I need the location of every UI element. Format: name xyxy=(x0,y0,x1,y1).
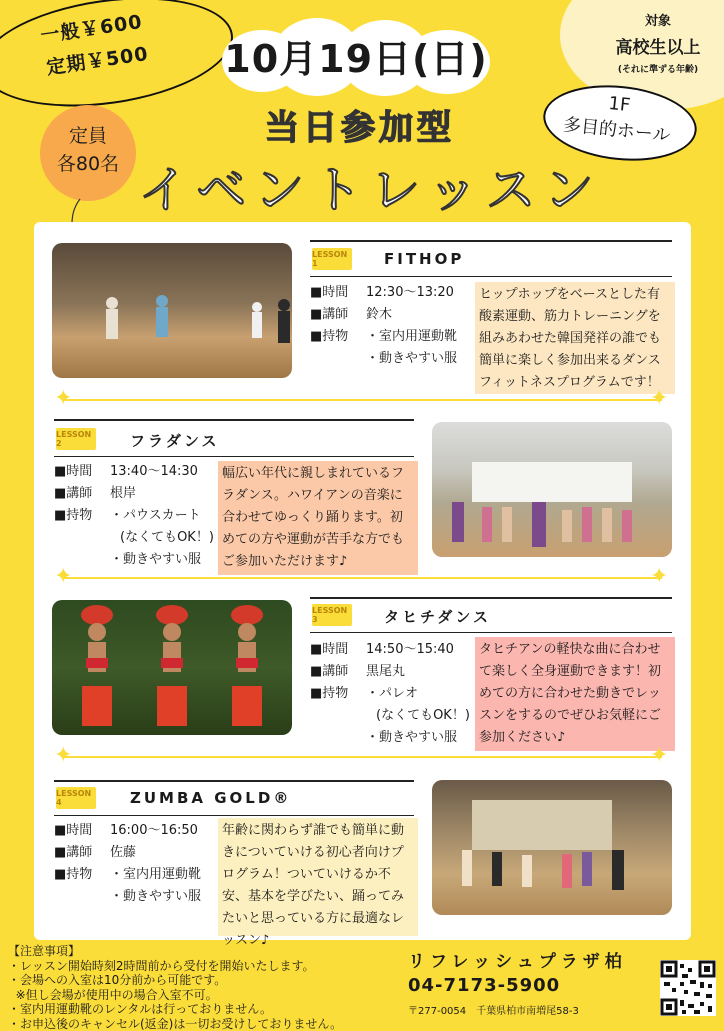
lesson1-rule xyxy=(310,240,672,242)
lesson4-item: ・動きやすい服 xyxy=(110,886,201,908)
lesson2-description: 幅広い年代に親しまれているフラダンス。ハワイアンの音楽に合わせてゆっくり踊ります。初めての方や運動が苦手な方でもご参加いただけます♪ xyxy=(218,461,418,575)
lesson3-item: (なくてもOK！) xyxy=(366,705,470,727)
lesson3-description: タヒチアンの軽快な曲に合わせて楽しく全身運動できます！初めての方に合わせた動きでレッスンをするのでぜひお気軽にご参加ください♪ xyxy=(475,637,675,751)
lesson2-item: ・パウスカート xyxy=(110,505,201,527)
lesson2-item: (なくてもOK！) xyxy=(110,527,214,549)
lesson2-badge: LESSON 2 xyxy=(56,428,96,450)
lesson4-name: ZUMBA GOLD® xyxy=(130,789,291,807)
target-label: 対象 xyxy=(578,10,724,29)
lesson4-info xyxy=(54,820,219,908)
subtitle: 当日参加型 xyxy=(250,100,470,149)
separator xyxy=(62,399,662,401)
lesson1-name: FITHOP xyxy=(384,250,464,268)
lesson4-photo xyxy=(432,780,672,915)
lesson2-item: ・動きやすい服 xyxy=(110,549,201,571)
time-key: ■時間 xyxy=(310,282,366,304)
event-date: 10月19日(日) xyxy=(222,28,490,83)
floor-label: 1F xyxy=(543,84,695,126)
capacity-label: 定員 xyxy=(40,122,136,150)
items-key: ■持物 xyxy=(310,326,366,348)
lesson2-name: フラダンス xyxy=(130,430,220,451)
lesson1-teacher: 鈴木 xyxy=(366,304,392,326)
lesson3-time: 14:50～15:40 xyxy=(366,639,454,661)
separator xyxy=(62,577,662,579)
lesson3-name: タヒチダンス xyxy=(384,606,491,627)
address: 〒277-0054 千葉県柏市南増尾58-3 xyxy=(408,1002,579,1017)
teacher-key: ■講師 xyxy=(54,483,110,505)
items-key: ■持物 xyxy=(54,864,110,886)
sparkle-icon: ✦ xyxy=(650,566,668,588)
lesson4-description: 年齢に関わらず誰でも簡単に動きについていける初心者向けプログラム！ついていけるか不安、基本を学びたい、踊ってみたいと思っている方に最適なレッスン♪ xyxy=(218,818,418,936)
lesson2-rule xyxy=(54,419,414,421)
lesson1-info xyxy=(310,282,470,370)
capacity-value: 各80名 xyxy=(40,150,136,178)
lesson4-rule2 xyxy=(54,815,414,816)
lesson2-rule2 xyxy=(54,456,414,457)
sparkle-icon: ✦ xyxy=(54,566,72,588)
sparkle-icon: ✦ xyxy=(54,745,72,767)
lesson1-time: 12:30～13:20 xyxy=(366,282,454,304)
notice-line: ・室内用運動靴のレンタルは行っておりません。 xyxy=(8,1002,398,1017)
lesson1-item: ・室内用運動靴 xyxy=(366,326,457,348)
notice-line: ・レッスン開始時刻2時間前から受付を開始いたします。 xyxy=(8,959,398,974)
time-key: ■時間 xyxy=(54,461,110,483)
items-key: ■持物 xyxy=(54,505,110,527)
teacher-key: ■講師 xyxy=(54,842,110,864)
items-key: ■持物 xyxy=(310,683,366,705)
lesson1-description: ヒップホップをベースとした有酸素運動、筋力トレーニングを組みあわせた韓国発祥の誰でも簡単に楽しく参加出来るダンスフィットネスプログラムです！ xyxy=(475,282,675,394)
lesson4-rule xyxy=(54,780,414,782)
lesson3-badge: LESSON 3 xyxy=(312,604,352,626)
notice-block xyxy=(8,944,398,1031)
lesson1-item: ・動きやすい服 xyxy=(366,348,457,370)
lesson2-photo xyxy=(432,422,672,557)
main-title: イベントレッスン xyxy=(110,150,630,222)
time-key: ■時間 xyxy=(310,639,366,661)
lesson3-item: ・動きやすい服 xyxy=(366,727,457,749)
sparkle-icon: ✦ xyxy=(54,388,72,410)
teacher-key: ■講師 xyxy=(310,661,366,683)
lesson3-photo xyxy=(52,600,292,735)
target-note: (それに準ずる年齢) xyxy=(578,62,724,75)
notice-line: ※但し会場が使用中の場合入室不可。 xyxy=(8,988,398,1003)
lesson3-teacher: 黒尾丸 xyxy=(366,661,405,683)
separator xyxy=(62,756,662,758)
lesson4-teacher: 佐藤 xyxy=(110,842,136,864)
lesson4-time: 16:00～16:50 xyxy=(110,820,198,842)
lesson4-badge: LESSON 4 xyxy=(56,787,96,809)
notice-line: ・会場への入室は10分前から可能です。 xyxy=(8,973,398,988)
notice-heading: 【注意事項】 xyxy=(8,944,398,959)
qr-code-icon[interactable] xyxy=(660,960,716,1016)
lesson1-badge: LESSON 1 xyxy=(312,248,352,270)
lesson3-rule2 xyxy=(310,632,672,633)
target-value: 高校生以上 xyxy=(578,33,724,58)
lesson4-item: ・室内用運動靴 xyxy=(110,864,201,886)
lesson2-time: 13:40～14:30 xyxy=(110,461,198,483)
target-block xyxy=(578,10,724,75)
notice-line: ・お申込後のキャンセル(返金)は一切お受けしておりません。 xyxy=(8,1017,398,1031)
sparkle-icon: ✦ xyxy=(650,745,668,767)
lesson1-rule2 xyxy=(310,276,672,277)
lesson2-info xyxy=(54,461,219,571)
lesson3-item: ・パレオ xyxy=(366,683,418,705)
lesson3-info xyxy=(310,639,475,749)
sparkle-icon: ✦ xyxy=(650,388,668,410)
price-general: 一般￥600 xyxy=(39,7,144,48)
lesson1-photo xyxy=(52,243,292,378)
lesson3-rule xyxy=(310,597,672,599)
phone-number[interactable]: 04-7173-5900 xyxy=(408,975,560,996)
price-regular: 定期￥500 xyxy=(45,39,150,80)
time-key: ■時間 xyxy=(54,820,110,842)
organization-name: リフレッシュプラザ柏 xyxy=(408,947,627,972)
hall-label: 多目的ホール xyxy=(541,110,693,152)
lesson2-teacher: 根岸 xyxy=(110,483,136,505)
teacher-key: ■講師 xyxy=(310,304,366,326)
